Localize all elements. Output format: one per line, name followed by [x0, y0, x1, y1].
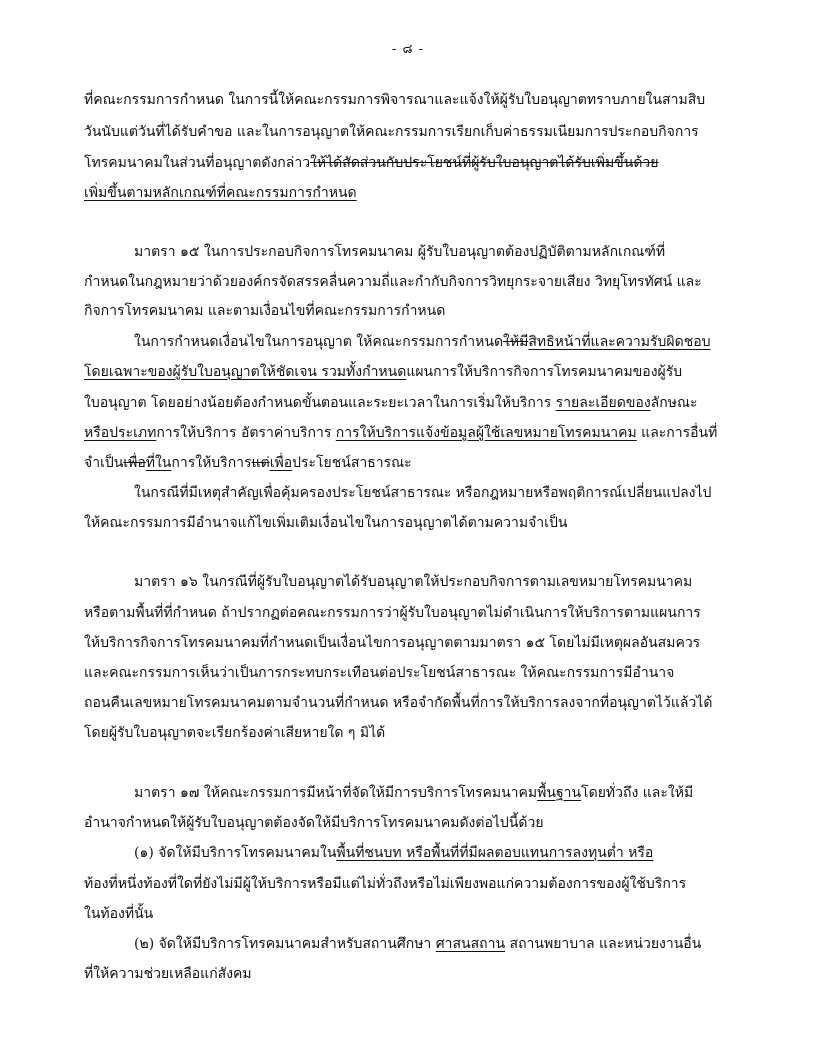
inserted-text: เพิ่มขึ้นตามหลักเกณฑ์ที่คณะกรรมการกำหนด	[84, 185, 357, 201]
section-heading-17	[134, 783, 734, 803]
inserted-text: พื้นฐาน	[537, 785, 582, 801]
text-run: โดยผู้รับใบอนุญาตจะเรียกร้องค่าเสียหายใด ๆ มิได้	[84, 725, 386, 741]
text-run: ท้องที่หนึ่งท้องที่ใดที่ยังไม่มีผู้ให้บริการหรือมีแต่ไม่ทั่วถึงหรือไม่เพียงพอแก่ความต้องการของผู้ใช้บริการ	[84, 876, 687, 892]
inserted-text: หรือประเภท	[84, 425, 157, 441]
text-run: ให้บริการกิจการโทรคมนาคมที่กำหนดเป็นเงื่อนไขการอนุญาตตามมาตรา ๑๕ โดยไม่มีเหตุผลอันสมควร	[84, 635, 701, 651]
text-run: การให้บริการ	[171, 455, 252, 471]
section-heading-16	[134, 572, 734, 592]
text-run: ในท้องที่นั้น	[84, 906, 154, 922]
text-run: ถอนคืนเลขหมายโทรคมนาคมตามจำนวนที่กำหนด หรือจำกัดพื้นที่การให้บริการลงจากที่อนุญาตไว้แล้วได้	[84, 695, 713, 711]
text-line	[84, 122, 734, 142]
inserted-text: เพื่อ	[269, 455, 293, 471]
text-run: มาตรา ๑๕ ในการประกอบกิจการโทรคมนาคม ผู้รับใบอนุญาตต้องปฏิบัติตามหลักเกณฑ์ที่	[134, 244, 666, 260]
text-line	[84, 874, 734, 894]
section-heading-15	[134, 242, 734, 262]
inserted-text: ที่ใน	[145, 455, 172, 471]
text-line	[134, 843, 734, 863]
text-line	[84, 663, 734, 683]
inserted-text: โดยเฉพาะของผู้รับใบอนุญาตให้ชัดเจน รวมทั้งกำหนด	[84, 364, 407, 380]
text-run: และคณะกรรมการเห็นว่าเป็นการกระทบกระเทือนต่อประโยชน์สาธารณะ ให้คณะกรรมการมีอำนาจ	[84, 665, 675, 681]
text-run: (๒) จัดให้มีบริการโทรคมนาคมสำหรับสถานศึกษา	[134, 936, 432, 952]
underlined-line	[84, 183, 734, 203]
struck-text: เพื่อ	[123, 455, 146, 471]
text-run: กำหนดในกฎหมายว่าด้วยองค์กรจัดสรรคลื่นความถี่และกำกับกิจการวิทยุกระจายเสียง วิทยุโทรทัศน์ และ	[84, 274, 702, 290]
inserted-text: รายละเอียดของ	[555, 395, 651, 411]
inserted-text: การให้บริการแจ้งข้อมูลผู้ใช้เลขหมายโทรคมนาคม	[335, 425, 637, 441]
text-run: และการอื่นที่	[641, 425, 718, 441]
text-run: แผนการให้บริการกิจการโทรคมนาคมของผู้รับ	[406, 364, 683, 380]
text-line	[84, 153, 734, 173]
text-run: ลักษณะ	[650, 395, 698, 411]
text-run: อำนาจกำหนดให้ผู้รับใบอนุญาตต้องจัดให้มีบริการโทรคมนาคมดังต่อไปนี้ด้วย	[84, 815, 544, 831]
text-run: ในกรณีที่มีเหตุสำคัญเพื่อคุ้มครองประโยชน์สาธารณะ หรือกฎหมายหรือพฤติการณ์เปลี่ยนแปลงไป	[134, 485, 712, 501]
text-line	[84, 904, 734, 924]
struck-text: ให้ได้สัดส่วนกับประโยชน์ที่ผู้รับใบอนุญาตได้รับเพิ่มขึ้นด้วย	[310, 155, 659, 171]
text-line	[84, 301, 734, 321]
text-run: (๑) จัดให้มีบริการโทรคมนาคมใน	[134, 845, 337, 861]
text-run: หรือตามพื้นที่ที่กำหนด ถ้าปรากฏต่อคณะกรรมการว่าผู้รับใบอนุญาตไม่ดำเนินการให้บริการตามแผนการ	[84, 605, 701, 621]
text-line	[84, 723, 734, 743]
page-number: - ๘ -	[391, 42, 425, 57]
text-line	[84, 393, 734, 413]
text-run: มาตรา ๑๗ ให้คณะกรรมการมีหน้าที่จัดให้มีการบริการโทรคมนาคม	[134, 785, 538, 801]
text-line	[84, 603, 734, 623]
text-run: มาตรา ๑๖ ในกรณีที่ผู้รับใบอนุญาตได้รับอนุญาตให้ประกอบกิจการตามเลขหมายโทรคมนาคม	[134, 574, 693, 590]
inserted-text: ศาสนสถาน	[435, 936, 506, 952]
text-run: ใบอนุญาต โดยอย่างน้อยต้องกำหนดขั้นตอนและระยะเวลาในการเริ่มให้บริการ	[84, 395, 552, 411]
text-run: ให้คณะกรรมการมีอำนาจแก้ไขเพิ่มเติมเงื่อนไขในการอนุญาตได้ตามความจำเป็น	[84, 515, 568, 531]
text-line	[84, 813, 734, 833]
text-line	[84, 362, 734, 382]
text-run: การให้บริการ อัตราค่าบริการ	[156, 425, 332, 441]
text-line	[84, 964, 734, 984]
inserted-text: พื้นที่ชนบท หรือพื้นที่ที่มีผลตอบแทนการลงทุนต่ำ หรือ	[336, 845, 654, 861]
text-run: ในการกำหนดเงื่อนไขในการอนุญาต ให้คณะกรรมการกำหนด	[134, 334, 504, 350]
text-line	[84, 272, 734, 292]
text-run: โทรคมนาคมในส่วนที่อนุญาตดังกล่าว	[84, 155, 311, 171]
text-run: ที่คณะกรรมการกำหนด ในการนี้ให้คณะกรรมการพิจารณาและแจ้งให้ผู้รับใบอนุญาตทราบภายในสามสิบ	[84, 92, 706, 108]
text-line	[134, 332, 734, 352]
inserted-text: สิทธิหน้าที่และความรับผิดชอบ	[528, 334, 711, 350]
text-run: วันนับแต่วันที่ได้รับคำขอ และในการอนุญาตให้คณะกรรมการเรียกเก็บค่าธรรมเนียมการประกอบกิจการ	[84, 124, 699, 140]
text-run: สถานพยาบาล และหน่วยงานอื่น	[509, 936, 702, 952]
text-run: ประโยชน์สาธารณะ	[292, 455, 412, 471]
struck-text: แต่	[251, 455, 270, 471]
text-run: กิจการโทรคมนาคม และตามเงื่อนไขที่คณะกรรมการกำหนด	[84, 303, 446, 319]
text-line	[134, 934, 734, 954]
text-line	[84, 513, 734, 533]
text-line	[84, 633, 734, 653]
text-run: โดยทั่วถึง และให้มี	[581, 785, 694, 801]
text-line	[134, 483, 734, 503]
text-line	[84, 693, 734, 713]
text-line	[84, 423, 734, 443]
text-line	[84, 453, 734, 473]
text-run: ที่ให้ความช่วยเหลือแก่สังคม	[84, 966, 252, 982]
struck-text: ให้มี	[503, 334, 529, 350]
text-line	[84, 90, 734, 110]
text-run: จำเป็น	[84, 455, 124, 471]
